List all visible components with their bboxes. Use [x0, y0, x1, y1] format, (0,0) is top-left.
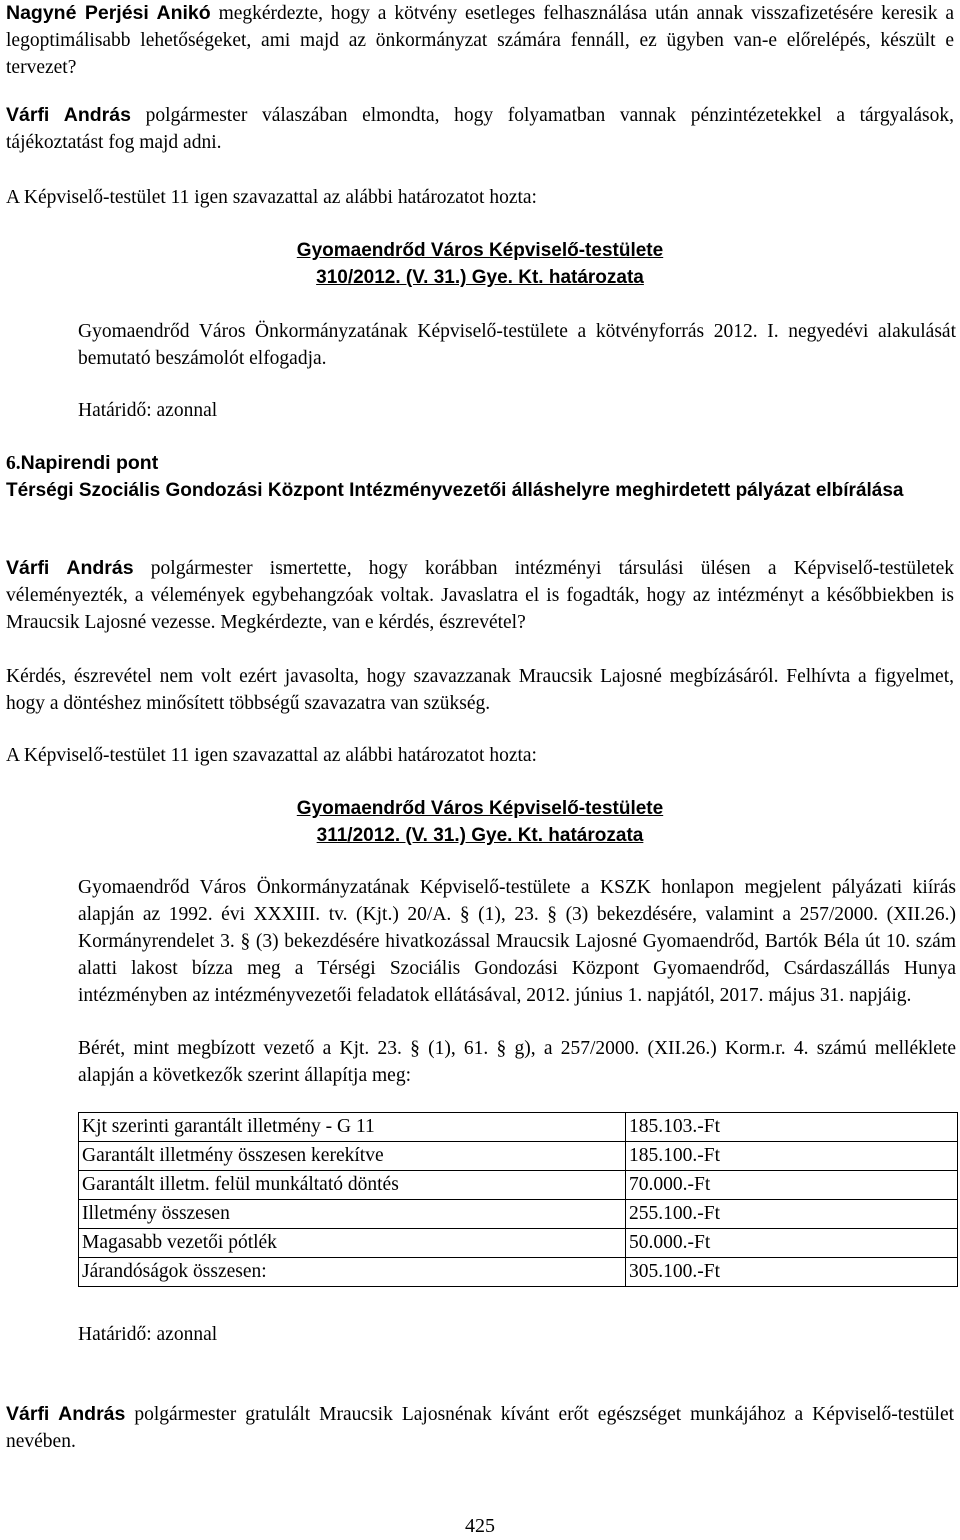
salary-label: Illetmény összesen	[79, 1200, 626, 1229]
speaker-name: Várfi András	[6, 104, 131, 126]
paragraph-proposal: Kérdés, észrevétel nem volt ezért javasolta, hogy szavazzanak Mraucsik Lajosné megbízásáról. Felhívta a figyelmet, hogy a döntéshez minősített többségű szavazatra van szükség.	[6, 666, 954, 714]
paragraph-congratulation	[6, 1401, 954, 1455]
resolution-body-name: Gyomaendrőd Város Képviselő-testülete	[296, 240, 664, 261]
resolution-number: 310/2012. (V. 31.) Gye. Kt. határozata	[316, 267, 644, 288]
deadline: Határidő: azonnal	[78, 1324, 218, 1345]
salary-value: 185.100.-Ft	[626, 1142, 958, 1171]
salary-label: Garantált illetm. felül munkáltató döntés	[79, 1171, 626, 1200]
salary-label: Garantált illetmény összesen kerekítve	[79, 1142, 626, 1171]
salary-intro: Bérét, mint megbízott vezető a Kjt. 23. § (1), 61. § g), a 257/2000. (XII.26.) Korm.r. 4. számú melléklete alapján a következők szerint állapítja meg:	[78, 1038, 956, 1086]
table-row	[79, 1113, 958, 1142]
vote-statement: A Képviselő-testület 11 igen szavazattal az alábbi határozatot hozta:	[6, 745, 537, 766]
salary-label: Járandóságok összesen:	[79, 1258, 626, 1287]
resolution-heading	[0, 795, 960, 849]
paragraph-introduction	[6, 555, 954, 636]
resolution-heading	[0, 237, 960, 291]
paragraph-answer	[6, 102, 954, 156]
agenda-number: 6.	[6, 453, 21, 474]
salary-label: Kjt szerinti garantált illetmény - G 11	[79, 1113, 626, 1142]
salary-label: Magasabb vezetői pótlék	[79, 1229, 626, 1258]
resolution-body-name: Gyomaendrőd Város Képviselő-testülete	[296, 798, 664, 819]
speaker-name: Várfi András	[6, 1403, 126, 1425]
salary-value: 255.100.-Ft	[626, 1200, 958, 1229]
speaker-name: Nagyné Perjési Anikó	[6, 2, 211, 24]
paragraph-text: megkérdezte, hogy a kötvény esetleges felhasználása után annak visszafizetésére keresik a legoptimálisabb lehetőségeket, ami majd az önkormányzat számára fennáll, ez ügyben van-e előrelépés, készült e tervezet?	[6, 3, 955, 78]
paragraph-text: polgármester ismertette, hogy korábban intézményi társulási ülésen a Képviselő-testületek véleményezték, a vélemények egybehangzóak voltak. Javaslatra el is fogadták, hogy az intézményt a későbbiekben is Mraucsik Lajosné vezesse. Megkérdezte, van e kérdés, észrevétel?	[6, 558, 954, 633]
deadline: Határidő: azonnal	[78, 400, 218, 421]
table-row	[79, 1258, 958, 1287]
agenda-title: Térségi Szociális Gondozási Központ Intézményvezetői álláshelyre meghirdetett pályázat elbírálása	[6, 480, 904, 501]
resolution-number: 311/2012. (V. 31.) Gye. Kt. határozata	[316, 825, 644, 846]
agenda-label-text: Napirendi pont	[20, 452, 159, 474]
page-number: 425	[465, 1515, 495, 1537]
resolution-text: Gyomaendrőd Város Önkormányzatának Képviselő-testülete a KSZK honlapon megjelent pályázati kiírás alapján az 1992. évi XXXIII. tv. (Kjt.) 20/A. § (1), 23. § (3) bekezdésére, valamint a 257/2000. (XII.26.) Kormányrendelet 3. § (3) bekezdésére hivatkozással Mraucsik Lajosné Gyomaendrőd, Bartók Béla út 10. szám alatti lakost bízza meg a Térségi Szociális Gondozási Központ Gyomaendrőd, Csárdaszállás Hunya intézményben az intézményvezetői feladatok ellátásával, 2012. június 1. napjától, 2017. május 31. napjáig.	[78, 877, 956, 1006]
salary-value: 305.100.-Ft	[626, 1258, 958, 1287]
speaker-name: Várfi András	[6, 557, 134, 579]
salary-table	[78, 1112, 958, 1287]
salary-value: 70.000.-Ft	[626, 1171, 958, 1200]
agenda-item	[6, 450, 954, 504]
table-row	[79, 1229, 958, 1258]
table-row	[79, 1142, 958, 1171]
table-row	[79, 1171, 958, 1200]
paragraph-text: polgármester válaszában elmondta, hogy folyamatban vannak pénzintézetekkel a tárgyalások, tájékoztatást fog majd adni.	[6, 105, 955, 153]
agenda-label	[6, 450, 954, 477]
table-row	[79, 1200, 958, 1229]
salary-value: 185.103.-Ft	[626, 1113, 958, 1142]
paragraph-text: polgármester gratulált Mraucsik Lajosnénak kívánt erőt egészséget munkájához a Képviselő-testület nevében.	[6, 1404, 955, 1452]
paragraph-question	[6, 0, 954, 81]
resolution-text: Gyomaendrőd Város Önkormányzatának Képviselő-testülete a kötvényforrás 2012. I. negyedévi alakulását bemutató beszámolót elfogadja.	[78, 321, 956, 369]
salary-value: 50.000.-Ft	[626, 1229, 958, 1258]
vote-statement: A Képviselő-testület 11 igen szavazattal az alábbi határozatot hozta:	[6, 187, 537, 208]
